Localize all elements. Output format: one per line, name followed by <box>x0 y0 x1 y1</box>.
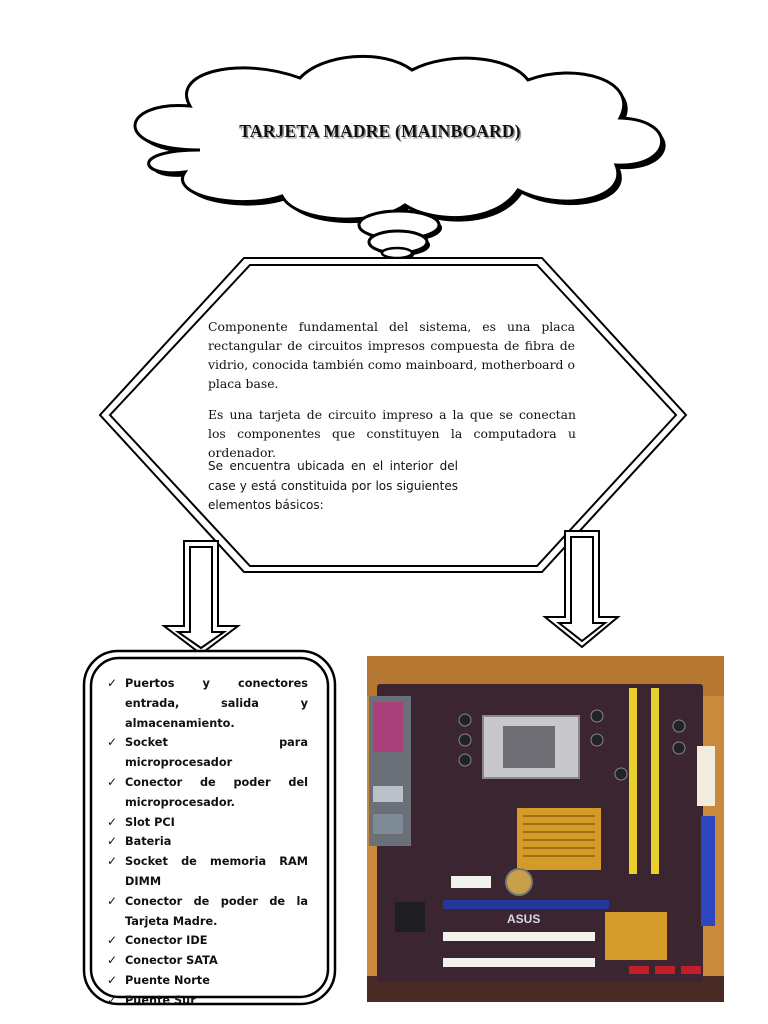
sata-connector <box>629 966 649 974</box>
ide-connector <box>701 816 715 926</box>
motherboard-photo <box>367 656 724 1002</box>
brand-label: ASUS <box>507 912 541 926</box>
list-item: ✓ Conector de poder del microprocesador. <box>105 773 308 813</box>
pci-slot <box>443 932 595 941</box>
ram-slot <box>629 688 637 874</box>
sata-connector <box>655 966 675 974</box>
description-paragraph-1: Componente fundamental del sistema, es una placa rectangular de circuitos impresos compuesta de fibra de vidrio, conocida también como mainboard, motherboard o placa base. <box>208 319 575 391</box>
description-paragraph-3: Se encuentra ubicada en el interior del case y está constituida por los siguientes elementos básicos: <box>208 459 458 512</box>
atx-power-connector <box>697 746 715 806</box>
southbridge-heatsink <box>605 912 667 960</box>
list-item: ✓ Puente Sur <box>105 991 308 1011</box>
list-item: ✓ Slot PCI <box>105 813 308 833</box>
pcie-slot <box>443 900 609 909</box>
list-item: ✓ Puertos y conectores entrada, salida y almacenamiento. <box>105 674 308 733</box>
cmos-battery <box>506 869 532 895</box>
pci-slot <box>443 958 595 967</box>
ram-slot <box>651 688 659 874</box>
thought-cloud <box>135 56 666 260</box>
description-paragraph-2: Es una tarjeta de circuito impreso a la que se conectan los componentes que constituyen la computadora u ordenador. <box>208 407 576 460</box>
list-item: ✓ Socket para microprocesador <box>105 733 308 773</box>
list-item: ✓ Conector de poder de la Tarjeta Madre. <box>105 892 308 932</box>
elements-list <box>105 674 308 1011</box>
list-item: ✓ Puente Norte <box>105 971 308 991</box>
sata-connector <box>681 966 701 974</box>
list-item: ✓ Bateria <box>105 832 308 852</box>
list-item: ✓ Conector SATA <box>105 951 308 971</box>
left-down-arrow <box>164 541 238 654</box>
list-item: ✓ Socket de memoria RAM DIMM <box>105 852 308 892</box>
page-title: TARJETA MADRE (MAINBOARD) <box>239 121 521 141</box>
list-item: ✓ Conector IDE <box>105 931 308 951</box>
